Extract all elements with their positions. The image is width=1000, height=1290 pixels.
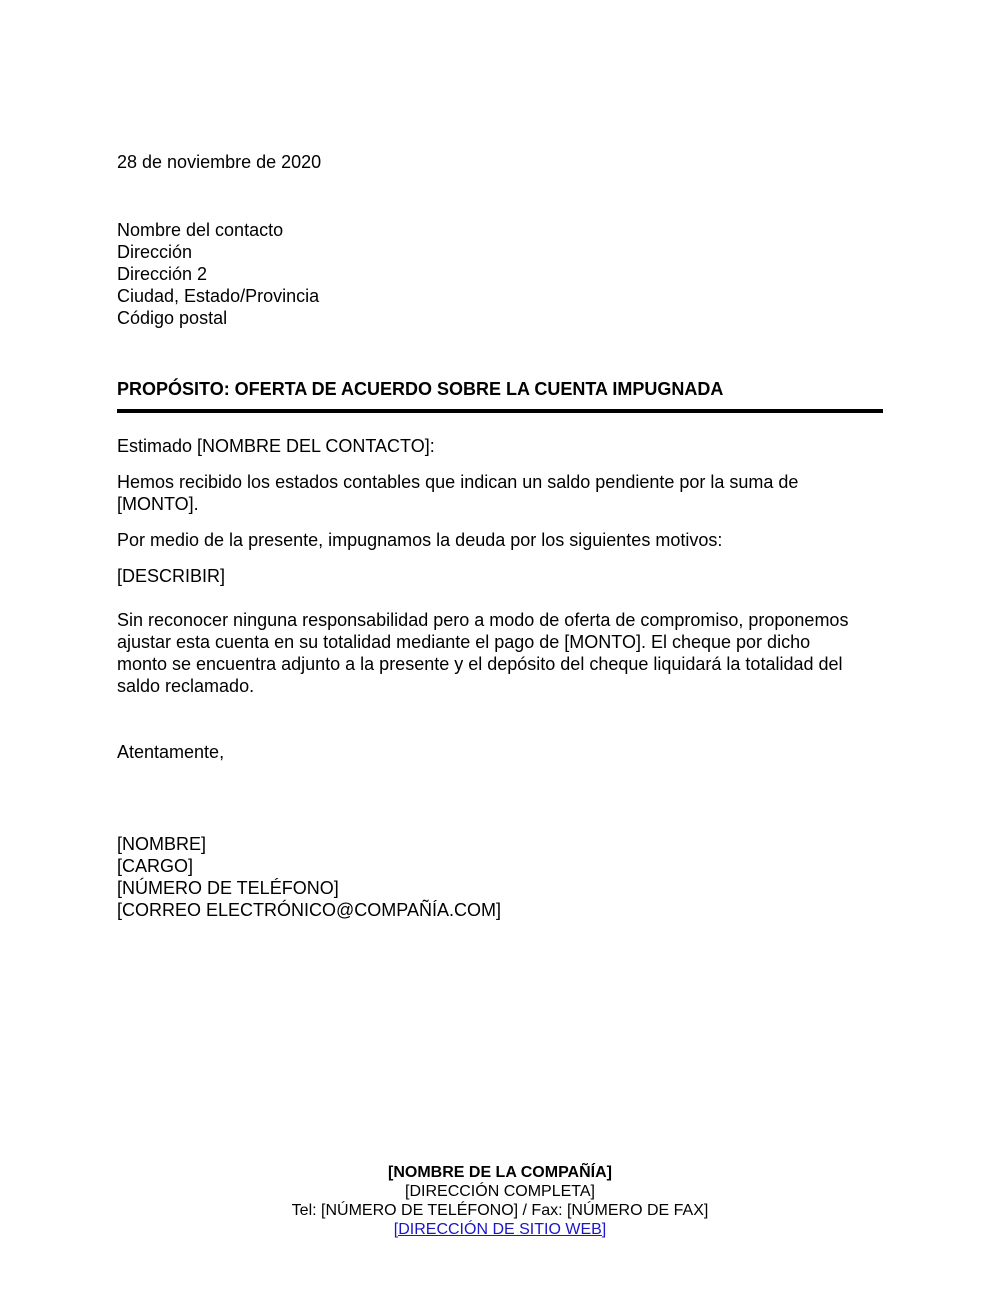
body-paragraph-4: Sin reconocer ninguna responsabilidad pero a modo de oferta de compromiso, proponemos ajustar esta cuenta en su totalidad mediante el pago de [MONTO]. El cheque por dicho monto se encuentra adjunto a la presente y el depósito del cheque liquidará la totalidad del saldo reclamado. — [117, 610, 849, 696]
salutation: Estimado [NOMBRE DEL CONTACTO]: — [117, 436, 435, 456]
closing-salutation: Atentamente, — [117, 742, 225, 762]
recipient-line-address-1: Dirección — [117, 242, 193, 262]
page-footer — [0, 1163, 1000, 1239]
recipient-line-address-2: Dirección 2 — [117, 264, 208, 284]
letter-date: 28 de noviembre de 2020 — [117, 152, 322, 172]
subject-block — [117, 329, 883, 413]
signature-email: [CORREO ELECTRÓNICO@COMPAÑÍA.COM] — [117, 900, 501, 920]
letter-body — [117, 0, 883, 921]
signature-title: [CARGO] — [117, 856, 194, 876]
footer-contact: Tel: [NÚMERO DE TELÉFONO] / Fax: [NÚMERO DE FAX] — [291, 1202, 709, 1219]
recipient-line-postal-code: Código postal — [117, 308, 228, 328]
recipient-address-block — [117, 173, 883, 329]
footer-address: [DIRECCIÓN COMPLETA] — [405, 1183, 595, 1200]
signature-name: [NOMBRE] — [117, 834, 207, 854]
subject-heading: PROPÓSITO: OFERTA DE ACUERDO SOBRE LA CUENTA IMPUGNADA — [117, 379, 724, 399]
body-paragraph-1: Hemos recibido los estados contables que indican un saldo pendiente por la suma de [MONTO]. — [117, 472, 799, 514]
signature-block — [117, 763, 883, 921]
recipient-line-city-state: Ciudad, Estado/Provincia — [117, 286, 320, 306]
letter-content — [117, 413, 883, 697]
recipient-line-name: Nombre del contacto — [117, 220, 284, 240]
signature-phone: [NÚMERO DE TELÉFONO] — [117, 878, 339, 898]
body-paragraph-3-placeholder: [DESCRIBIR] — [117, 566, 226, 586]
footer-website-link[interactable]: [DIRECCIÓN DE SITIO WEB] — [393, 1221, 607, 1238]
body-paragraph-2: Por medio de la presente, impugnamos la deuda por los siguientes motivos: — [117, 530, 723, 550]
footer-company-name: [NOMBRE DE LA COMPAÑÍA] — [388, 1164, 612, 1181]
